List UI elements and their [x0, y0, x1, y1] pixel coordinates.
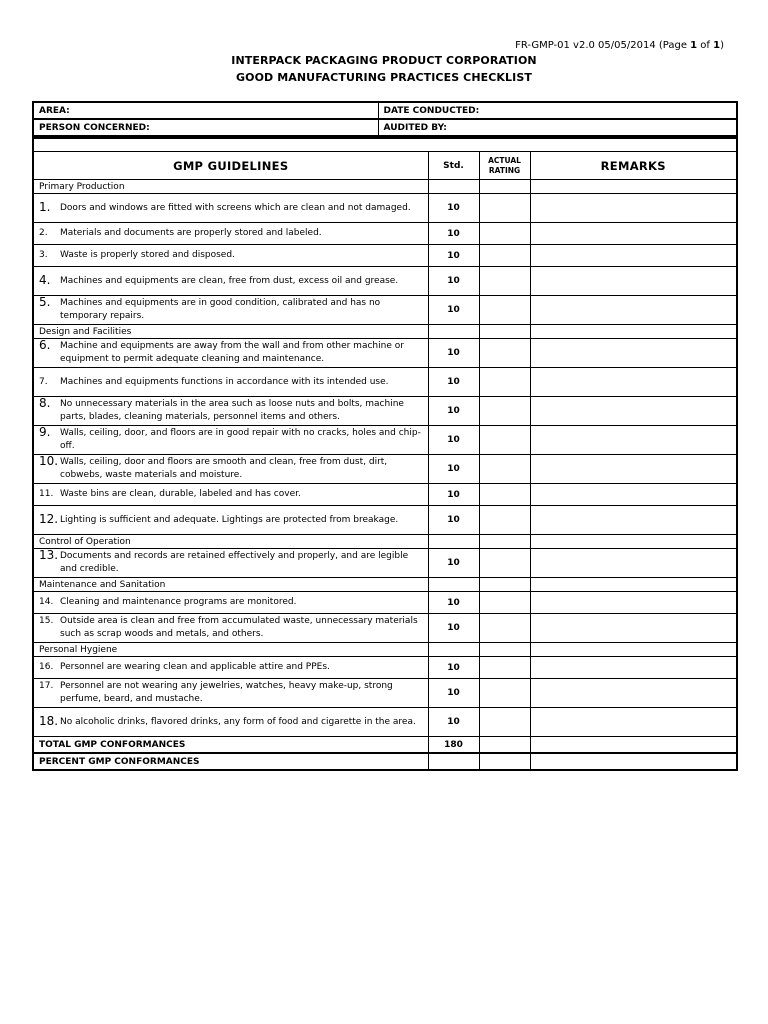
actual-rating-input[interactable]: [479, 455, 530, 484]
guideline-cell: [33, 592, 428, 614]
std-score: 10: [428, 506, 479, 535]
item-number: 16.: [39, 662, 54, 672]
actual-rating-cell: [479, 180, 530, 194]
section-row: [33, 643, 737, 657]
gmp-checklist-table: [32, 137, 738, 771]
guideline-text: Doors and windows are fitted with screens which are clean and not damaged.: [60, 202, 411, 213]
section-label: Control of Operation: [33, 535, 428, 549]
total-row: [33, 737, 737, 754]
item-number: 10.: [39, 454, 59, 468]
percent-row: [33, 753, 737, 770]
actual-rating-input[interactable]: [479, 223, 530, 245]
company-name: INTERPACK PACKAGING PRODUCT CORPORATION: [231, 54, 537, 67]
std-score: 10: [428, 484, 479, 506]
spacer-row: [33, 138, 737, 152]
remarks-cell: [530, 535, 737, 549]
section-label: Primary Production: [33, 180, 428, 194]
section-label: Design and Facilities: [33, 325, 428, 339]
std-score: 10: [428, 267, 479, 296]
remarks-input[interactable]: [530, 679, 737, 708]
guideline-cell: [33, 426, 428, 455]
guideline-text: No unnecessary materials in the area such as loose nuts and bolts, machine parts, blades, cleaning materials, personnel items and others.: [60, 399, 404, 422]
std-cell: [428, 180, 479, 194]
actual-rating-input[interactable]: [479, 194, 530, 223]
remarks-input[interactable]: [530, 267, 737, 296]
total-remarks-input[interactable]: [530, 737, 737, 754]
guideline-cell: [33, 657, 428, 679]
std-score: 10: [428, 549, 479, 578]
std-cell: [428, 643, 479, 657]
item-number: 1.: [39, 199, 51, 214]
section-row: [33, 535, 737, 549]
std-cell: [428, 325, 479, 339]
actual-rating-input[interactable]: [479, 339, 530, 368]
std-score: 10: [428, 657, 479, 679]
checklist-item-row: [33, 657, 737, 679]
guideline-text: Waste is properly stored and disposed.: [60, 250, 235, 260]
remarks-input[interactable]: [530, 657, 737, 679]
actual-rating-input[interactable]: [479, 245, 530, 267]
std-score: 10: [428, 397, 479, 426]
guideline-text: Lighting is sufficient and adequate. Lightings are protected from breakage.: [60, 514, 399, 525]
audit-info-table: [32, 101, 738, 137]
remarks-cell: [530, 180, 737, 194]
percent-label: PERCENT GMP CONFORMANCES: [33, 753, 428, 770]
item-number: 5.: [39, 295, 51, 309]
item-number: 13.: [39, 548, 59, 562]
guideline-text: Machine and equipments are away from the wall and from other machine or equipment to permit adequate cleaning and maintenance.: [60, 341, 404, 364]
item-number: 14.: [39, 597, 54, 607]
form-title: GOOD MANUFACTURING PRACTICES CHECKLIST: [236, 71, 532, 84]
actual-rating-input[interactable]: [479, 267, 530, 296]
actual-rating-input[interactable]: [479, 657, 530, 679]
item-number: 18.: [39, 713, 59, 728]
actual-rating-input[interactable]: [479, 506, 530, 535]
guideline-text: Walls, ceiling, door, and floors are in good repair with no cracks, holes and chip-off.: [60, 428, 421, 451]
std-cell: [428, 535, 479, 549]
actual-rating-input[interactable]: [479, 296, 530, 325]
actual-rating-input[interactable]: [479, 426, 530, 455]
guideline-cell: [33, 549, 428, 578]
percent-remarks-input[interactable]: [530, 753, 737, 770]
actual-rating-cell: [479, 643, 530, 657]
std-score: 10: [428, 679, 479, 708]
actual-rating-cell: [479, 535, 530, 549]
remarks-input[interactable]: [530, 223, 737, 245]
guideline-cell: [33, 339, 428, 368]
percent-actual-input[interactable]: [479, 753, 530, 770]
std-score: 10: [428, 339, 479, 368]
checklist-item-row: [33, 614, 737, 643]
remarks-input[interactable]: [530, 339, 737, 368]
checklist-item-row: [33, 484, 737, 506]
section-label: Personal Hygiene: [33, 643, 428, 657]
section-row: [33, 578, 737, 592]
guideline-cell: [33, 368, 428, 397]
document-reference: FR-GMP-01 v2.0 05/05/2014 (Page 1 of 1): [515, 40, 724, 51]
actual-rating-input[interactable]: [479, 614, 530, 643]
remarks-input[interactable]: [530, 296, 737, 325]
std-score: 10: [428, 614, 479, 643]
guideline-cell: [33, 397, 428, 426]
remarks-input[interactable]: [530, 614, 737, 643]
person-concerned-field[interactable]: PERSON CONCERNED:: [33, 119, 378, 136]
guideline-cell: [33, 194, 428, 223]
item-number: 12.: [39, 511, 59, 526]
remarks-cell: [530, 643, 737, 657]
actual-rating-input[interactable]: [479, 592, 530, 614]
item-number: 6.: [39, 338, 51, 352]
item-number: 8.: [39, 396, 51, 410]
header-row: [33, 152, 737, 180]
remarks-input[interactable]: [530, 426, 737, 455]
actual-rating-header: ACTUAL RATING: [479, 152, 530, 180]
item-number: 7.: [39, 376, 48, 387]
checklist-item-row: [33, 455, 737, 484]
std-score: 10: [428, 455, 479, 484]
guideline-text: Machines and equipments functions in accordance with its intended use.: [60, 376, 389, 387]
guideline-cell: [33, 455, 428, 484]
section-row: [33, 325, 737, 339]
item-number: 4.: [39, 272, 51, 287]
guideline-text: No alcoholic drinks, flavored drinks, any form of food and cigarette in the area.: [60, 716, 416, 727]
item-number: 17.: [39, 681, 54, 691]
guideline-text: Outside area is clean and free from accumulated waste, unnecessary materials such as scrap woods and metals, and others.: [60, 616, 418, 639]
checklist-item-row: [33, 506, 737, 535]
checklist-item-row: [33, 549, 737, 578]
actual-rating-input[interactable]: [479, 368, 530, 397]
guideline-cell: [33, 679, 428, 708]
checklist-item-row: [33, 708, 737, 737]
remarks-input[interactable]: [530, 506, 737, 535]
remarks-input[interactable]: [530, 245, 737, 267]
section-row: [33, 180, 737, 194]
guideline-text: Materials and documents are properly stored and labeled.: [60, 228, 322, 238]
checklist-item-row: [33, 679, 737, 708]
remarks-cell: [530, 578, 737, 592]
item-number: 2.: [39, 228, 48, 238]
remarks-input[interactable]: [530, 368, 737, 397]
guideline-text: Cleaning and maintenance programs are monitored.: [60, 597, 297, 607]
item-number: 11.: [39, 489, 54, 499]
actual-rating-input[interactable]: [479, 708, 530, 737]
guideline-cell: [33, 267, 428, 296]
checklist-item-row: [33, 194, 737, 223]
std-score: 10: [428, 223, 479, 245]
actual-rating-input[interactable]: [479, 549, 530, 578]
std-score: 10: [428, 592, 479, 614]
remarks-input[interactable]: [530, 708, 737, 737]
item-number: 9.: [39, 425, 51, 439]
audited-by-field[interactable]: AUDITED BY:: [378, 119, 737, 136]
actual-rating-input[interactable]: [479, 679, 530, 708]
guideline-text: Waste bins are clean, durable, labeled and has cover.: [60, 489, 301, 499]
std-score: 10: [428, 245, 479, 267]
guideline-text: Documents and records are retained effectively and properly, and are legible and credible.: [60, 551, 409, 574]
checklist-item-row: [33, 245, 737, 267]
guidelines-header: GMP GUIDELINES: [33, 152, 428, 180]
guideline-text: Machines and equipments are clean, free from dust, excess oil and grease.: [60, 275, 399, 286]
remarks-input[interactable]: [530, 194, 737, 223]
std-score: 10: [428, 368, 479, 397]
guideline-cell: [33, 506, 428, 535]
percent-std-cell: [428, 753, 479, 770]
guideline-cell: [33, 296, 428, 325]
item-number: 15.: [39, 616, 54, 626]
guideline-cell: [33, 614, 428, 643]
total-actual-input[interactable]: [479, 737, 530, 754]
remarks-input[interactable]: [530, 549, 737, 578]
checklist-item-row: [33, 296, 737, 325]
item-number: 3.: [39, 250, 48, 260]
checklist-item-row: [33, 223, 737, 245]
guideline-text: Personnel are not wearing any jewelries, watches, heavy make-up, strong perfume, beard, and mustache.: [60, 681, 393, 704]
checklist-item-row: [33, 339, 737, 368]
remarks-input[interactable]: [530, 592, 737, 614]
actual-rating-cell: [479, 578, 530, 592]
area-field[interactable]: AREA:: [33, 102, 378, 119]
remarks-input[interactable]: [530, 397, 737, 426]
actual-rating-input[interactable]: [479, 484, 530, 506]
std-score: 10: [428, 296, 479, 325]
actual-rating-input[interactable]: [479, 397, 530, 426]
guideline-cell: [33, 223, 428, 245]
total-label: TOTAL GMP CONFORMANCES: [33, 737, 428, 754]
actual-rating-cell: [479, 325, 530, 339]
guideline-text: Personnel are wearing clean and applicable attire and PPEs.: [60, 662, 330, 672]
std-score: 10: [428, 426, 479, 455]
guideline-cell: [33, 245, 428, 267]
guideline-cell: [33, 708, 428, 737]
remarks-input[interactable]: [530, 484, 737, 506]
std-score: 10: [428, 194, 479, 223]
date-conducted-field[interactable]: DATE CONDUCTED:: [378, 102, 737, 119]
total-std: 180: [428, 737, 479, 754]
guideline-text: Walls, ceiling, door and floors are smooth and clean, free from dust, dirt, cobwebs, waste materials and moisture.: [60, 457, 388, 480]
checklist-item-row: [33, 368, 737, 397]
std-score: 10: [428, 708, 479, 737]
checklist-item-row: [33, 426, 737, 455]
checklist-item-row: [33, 592, 737, 614]
section-label: Maintenance and Sanitation: [33, 578, 428, 592]
remarks-cell: [530, 325, 737, 339]
remarks-input[interactable]: [530, 455, 737, 484]
remarks-header: REMARKS: [530, 152, 737, 180]
checklist-item-row: [33, 267, 737, 296]
checklist-item-row: [33, 397, 737, 426]
std-header: Std.: [428, 152, 479, 180]
guideline-cell: [33, 484, 428, 506]
std-cell: [428, 578, 479, 592]
guideline-text: Machines and equipments are in good condition, calibrated and has no temporary repairs.: [60, 298, 381, 321]
